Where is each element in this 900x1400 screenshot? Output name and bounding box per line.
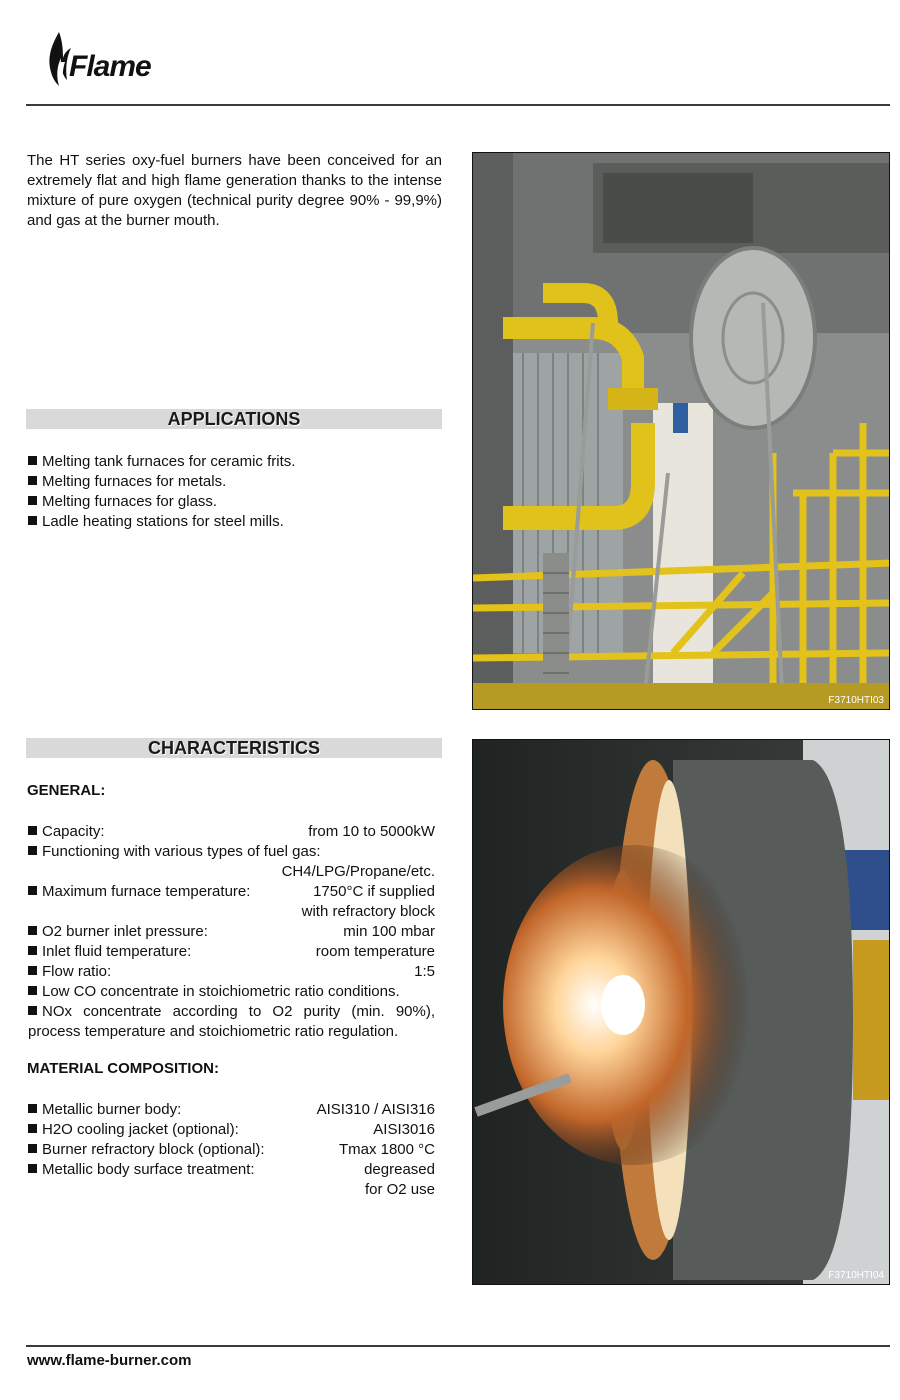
intro-paragraph: The HT series oxy-fuel burners have been conceived for an extremely flat and high flame generation thanks to the intense mixture of pure oxygen (technical purity degree 90% - 99,9%) and gas at the burner mouth.: [27, 152, 442, 229]
spec-row-surface: Metallic body surface treatment: degreased for O2 use: [28, 1160, 435, 1200]
spec-row-body: Metallic burner body: AISI310 / AISI316: [28, 1100, 435, 1120]
list-item: Melting furnaces for glass.: [28, 492, 442, 512]
spec-row-inlet-temp: Inlet fluid temperature: room temperature: [28, 942, 435, 962]
bullet-icon: [28, 1144, 37, 1153]
bullet-icon: [28, 496, 37, 505]
spec-row-refractory: Burner refractory block (optional): Tmax 1800 °C: [28, 1140, 435, 1160]
logo-wordmark: Flame: [69, 50, 151, 83]
bullet-icon: [28, 826, 37, 835]
photo1-caption: F3710HTI03: [828, 695, 884, 706]
footer-website-link[interactable]: www.flame-burner.com: [27, 1352, 192, 1369]
footer-divider: [26, 1345, 890, 1347]
bullet-icon: [28, 886, 37, 895]
bullet-icon: [28, 1104, 37, 1113]
material-spec-list: [28, 1100, 435, 1200]
general-subheading: GENERAL:: [27, 782, 106, 799]
bullet-icon: [28, 476, 37, 485]
bullet-icon: [28, 1006, 37, 1015]
applications-heading: APPLICATIONS: [26, 409, 442, 429]
bullet-icon: [28, 516, 37, 525]
general-spec-list: [28, 822, 435, 1042]
applications-list: [28, 452, 442, 532]
flame-photo-illustration: [473, 740, 890, 1285]
spec-row-nox: NOx concentrate according to O2 purity (min. 90%), process temperature and stoichiometric ratio regulation.: [28, 1003, 435, 1040]
flame-photo: [472, 739, 890, 1285]
bullet-icon: [28, 1124, 37, 1133]
bullet-icon: [28, 966, 37, 975]
spec-row-jacket: H2O cooling jacket (optional): AISI3016: [28, 1120, 435, 1140]
spec-row-o2-pressure: O2 burner inlet pressure: min 100 mbar: [28, 922, 435, 942]
characteristics-heading: CHARACTERISTICS: [26, 738, 442, 758]
bullet-icon: [28, 456, 37, 465]
photo2-caption: F3710HTI04: [828, 1270, 884, 1281]
spec-row-capacity: Capacity: from 10 to 5000kW: [28, 822, 435, 842]
list-item: Melting tank furnaces for ceramic frits.: [28, 452, 442, 472]
spec-row-low-co: Low CO concentrate in stoichiometric ratio conditions.: [28, 982, 435, 1002]
list-item: Ladle heating stations for steel mills.: [28, 512, 442, 532]
material-subheading: MATERIAL COMPOSITION:: [27, 1060, 219, 1077]
bullet-icon: [28, 986, 37, 995]
spec-row-flow-ratio: Flow ratio: 1:5: [28, 962, 435, 982]
flame-logo: [45, 28, 175, 90]
bullet-icon: [28, 946, 37, 955]
installation-photo: [472, 152, 890, 710]
bullet-icon: [28, 846, 37, 855]
spec-row-fuel: Functioning with various types of fuel gas: CH4/LPG/Propane/etc.: [28, 842, 435, 882]
list-item: Melting furnaces for metals.: [28, 472, 442, 492]
header-divider: [26, 104, 890, 106]
bullet-icon: [28, 1164, 37, 1173]
spec-row-max-temp: Maximum furnace temperature: 1750°C if supplied with refractory block: [28, 882, 435, 922]
installation-photo-illustration: [473, 153, 890, 710]
bullet-icon: [28, 926, 37, 935]
